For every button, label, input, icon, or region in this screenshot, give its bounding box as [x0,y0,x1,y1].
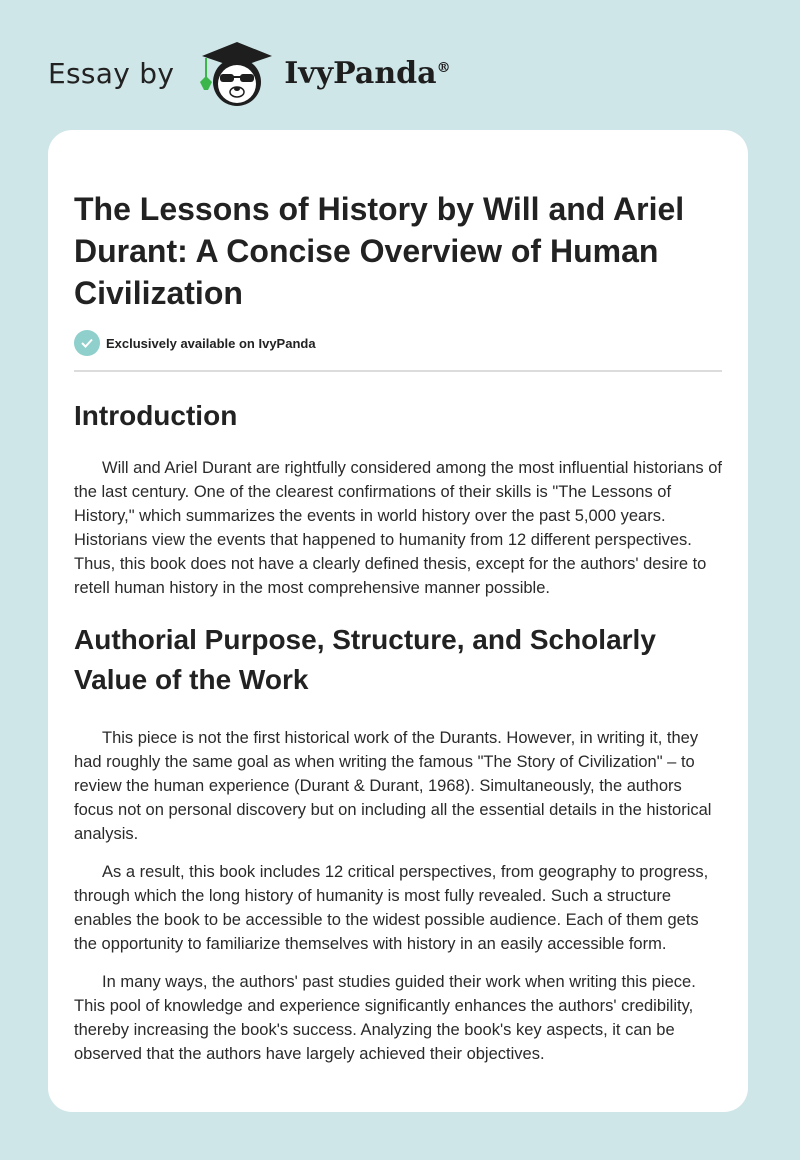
essay-by-label: Essay by [48,56,175,90]
paragraph: This piece is not the first historical work of the Durants. However, in writing it, they had roughly the same goal as when writing the famous "The Story of Civilization" – to review the human experience (Durant & Durant, 1968). Simultaneously, the authors focus not on personal discovery but on including all the essential details in the historical analysis. [74,729,712,843]
brand-name[interactable]: IvyPanda® [284,55,451,91]
section-heading: Introduction [74,400,238,431]
site-header [48,38,451,108]
paragraph: As a result, this book includes 12 critical perspectives, from geography to progress, through which the long history of humanity is most fully revealed. Such a structure enables the book to be accessible to the widest possible audience. Each of them gets the opportunity to familiarize themselves with history in an easily accessible form. [74,863,709,953]
exclusive-badge [74,330,722,356]
paragraph: Will and Ariel Durant are rightfully considered among the most influential historians of the last century. One of the clearest confirmations of their skills is "The Lessons of History," which summarizes the events in world history over the past 5,000 years. Historians view the events that happened to humanity from 12 different perspectives. Thus, this book does not have a clearly defined thesis, except for the authors' desire to retell human history in the most comprehensive manner possible. [74,459,722,597]
page-title: The Lessons of History by Will and Ariel Durant: A Concise Overview of Human Civilization [74,191,685,311]
section-heading: Authorial Purpose, Structure, and Scholarly Value of the Work [74,624,656,695]
paragraph: In many ways, the authors' past studies guided their work when writing this piece. This pool of knowledge and experience significantly enhances the authors' credibility, thereby increasing the book's success. Analyzing the book's key aspects, it can be observed that the authors have largely achieved their objectives. [74,973,696,1063]
essay-card [48,130,748,1112]
divider [74,370,722,372]
badge-label: Exclusively available on IvyPanda [106,335,316,351]
ivypanda-logo-icon[interactable] [192,38,282,108]
check-icon [74,330,100,356]
